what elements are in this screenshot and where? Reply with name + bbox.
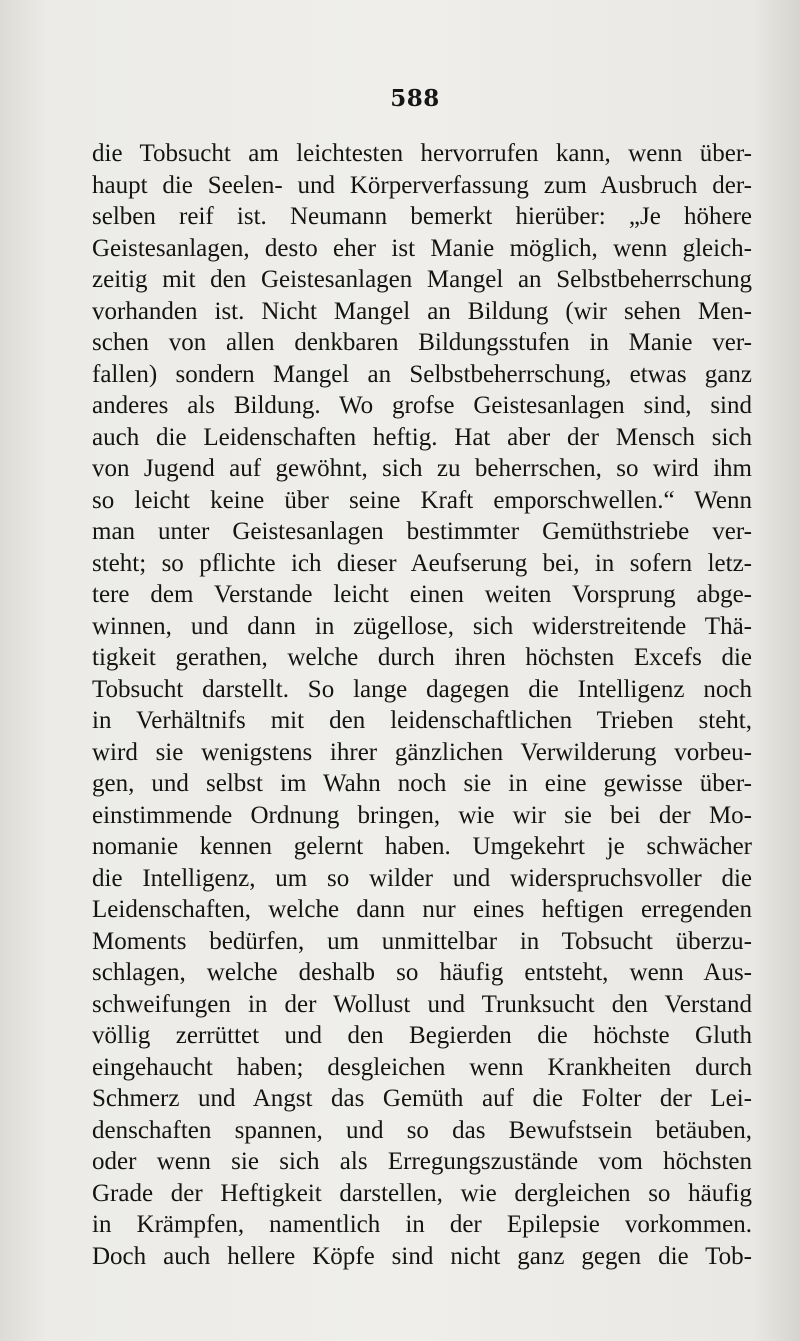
text-line: vorhanden ist. Nicht Mangel an Bildung (wir sehen Men- [92,297,752,325]
text-line: Leidenschaften, welche dann nur eines heftigen erregenden [92,896,752,923]
text-line: Moments bedürfen, um unmittelbar in Tobsucht überzu- [92,927,752,955]
text-line: nomanie kennen gelernt haben. Umgekehrt je schwächer [92,833,752,860]
text-line: steht; so pflichte ich dieser Aeufserung bei, in sofern letz- [92,549,752,577]
text-line: haupt die Seelen- und Körperverfassung zum Ausbruch der- [92,171,752,199]
text-line: tigkeit gerathen, welche durch ihren höchsten Excefs die [92,644,752,671]
text-line: so leicht keine über seine Kraft emporschwellen.“ Wenn [92,486,752,514]
text-line: schen von allen denkbaren Bildungsstufen in Manie ver- [92,329,752,356]
text-line: Tobsucht darstellt. So lange dagegen die Intelligenz noch [92,675,752,703]
text-line: gen, und selbst im Wahn noch sie in eine gewisse über- [92,770,752,797]
text-line: Doch auch hellere Köpfe sind nicht ganz gegen die Tob- [92,1242,752,1270]
text-line: in Krämpfen, namentlich in der Epilepsie vorkommen. [92,1211,752,1238]
text-line: zeitig mit den Geistesanlagen Mangel an Selbstbeherrschung [92,266,752,293]
text-line: die Tobsucht am leichtesten hervorrufen kann, wenn über- [92,140,752,167]
text-line: Grade der Heftigkeit darstellen, wie dergleichen so häufig [92,1179,752,1207]
page-number: 588 [390,85,440,112]
text-line: eingehaucht haben; desgleichen wenn Krankheiten durch [92,1053,752,1081]
text-line: oder wenn sie sich als Erregungszustände vom höchsten [92,1148,752,1175]
text-line: schlagen, welche deshalb so häufig entsteht, wenn Aus- [92,959,752,986]
text-line: Geistesanlagen, desto eher ist Manie möglich, wenn gleich- [92,234,752,262]
text-line: einstimmende Ordnung bringen, wie wir sie bei der Mo- [92,801,752,829]
text-line: die Intelligenz, um so wilder und widerspruchsvoller die [92,864,752,892]
text-line: fallen) sondern Mangel an Selbstbeherrschung, etwas ganz [92,360,752,388]
text-line: in Verhältnifs mit den leidenschaftlichen Trieben steht, [92,707,752,734]
text-line: auch die Leidenschaften heftig. Hat aber der Mensch sich [92,423,752,451]
body-text [92,138,752,1272]
text-line: selben reif ist. Neumann bemerkt hierüber: „Je höhere [92,203,752,230]
text-line: Schmerz und Angst das Gemüth auf die Folter der Lei- [92,1085,752,1112]
text-line: winnen, und dann in zügellose, sich widerstreitende Thä- [92,612,752,640]
text-line: schweifungen in der Wollust und Trunksucht den Verstand [92,990,752,1018]
text-line: denschaften spannen, und so das Bewufstsein betäuben, [92,1116,752,1144]
text-line: wird sie wenigstens ihrer gänzlichen Verwilderung vorbeu- [92,738,752,766]
text-line: von Jugend auf gewöhnt, sich zu beherrschen, so wird ihm [92,455,752,482]
text-line: anderes als Bildung. Wo grofse Geistesanlagen sind, sind [92,392,752,419]
text-line: tere dem Verstande leicht einen weiten Vorsprung abge- [92,581,752,608]
text-line: man unter Geistesanlagen bestimmter Gemüthstriebe ver- [92,518,752,545]
text-line: völlig zerrüttet und den Begierden die höchste Gluth [92,1022,752,1049]
